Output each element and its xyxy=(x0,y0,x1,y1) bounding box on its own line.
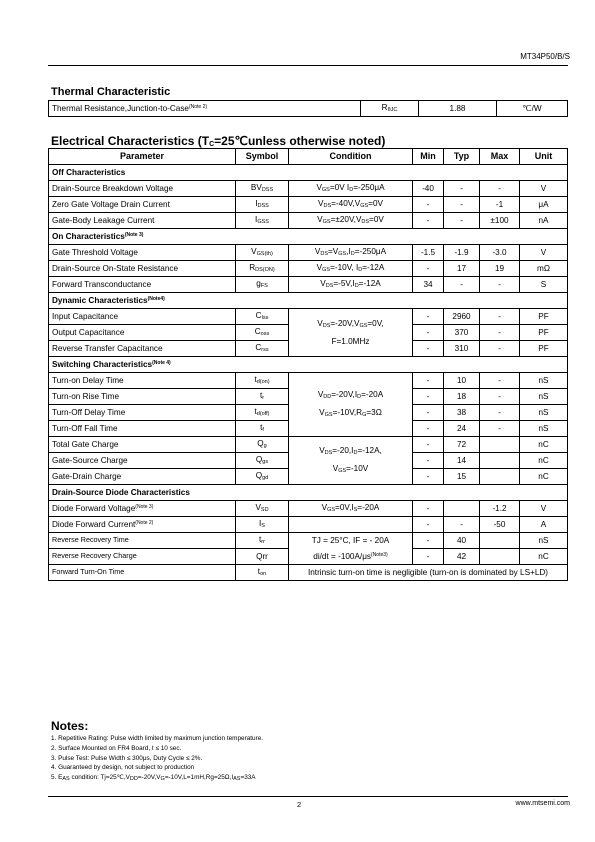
notes-list xyxy=(51,734,263,785)
thermal-param: Thermal Resistance,Junction-to-Case$^{(Note 2)}$ xyxy=(49,101,361,117)
table-row: Reverse Recovery Charge Qrr - 42 nC xyxy=(49,549,568,565)
gate-charge-condition: $V_{DS}=-20,I_D=-12A$, $V_{GS}=-10V$ xyxy=(289,437,413,485)
col-max: Max xyxy=(480,149,520,165)
table-row: Reverse Transfer Capacitance $C_{rss}$ - 310 - PF xyxy=(49,341,568,357)
col-symbol: Symbol xyxy=(236,149,289,165)
note-item: 4. Guaranteed by design, not subject to production xyxy=(51,764,195,772)
table-row: Output Capacitance $C_{oss}$ - 370 - PF xyxy=(49,325,568,341)
table-row: Forward Transconductance $g_{FS}$ $V_{DS}=-5V,I_D=-12A$ 34 - - S xyxy=(49,277,568,293)
electrical-title: Electrical Characteristics ($T_C=25℃unless$ otherwise noted) xyxy=(51,134,386,148)
thermal-table xyxy=(48,100,568,117)
footer-rule xyxy=(48,796,568,797)
thermal-title: Thermal Characteristic xyxy=(51,86,171,98)
recovery-condition: TJ = 25°C, IF = - 20A $di/dt = -100A/\mu s^{(Note3)}$ xyxy=(289,533,413,565)
table-row: Reverse Recovery Time $t_{rr}$ TJ = 25°C, IF = - 20A $di/dt = -100A/\mu s^{(Note3)}$ - 40 nS xyxy=(49,533,568,549)
turn-on-note: Intrinsic turn-on time is negligible (turn-on is dominated by LS+LD) xyxy=(289,565,568,581)
note-item: 3. Pulse Test: Pulse Width ≤ 300μs, Duty Cycle ≤ 2%. xyxy=(51,754,203,762)
section-on: On Characteristics$^{(Note 3)}$ xyxy=(49,229,568,245)
table-row: Drain-Source Breakdown Voltage $BV_{DSS}$ $V_{GS}=0V$ $I_D=-250\mu A$ -40 - - V xyxy=(49,181,568,197)
part-number: MT34P50/B/S xyxy=(520,52,570,61)
col-min: Min xyxy=(413,149,444,165)
table-row: Diode Forward Voltage$^{(Note 3)}$ $V_{SD}$ $V_{GS}=0V,I_S=-20A$ - -1.2 V xyxy=(49,501,568,517)
thermal-row xyxy=(49,101,568,117)
header-rule xyxy=(48,65,568,66)
table-row: Forward Turn-On Time $t_{on}$ Intrinsic turn-on time is negligible (turn-on is dominated by LS+LD) xyxy=(49,565,568,581)
table-row: Turn-Off Fall Time $t_f$ - 24 - nS xyxy=(49,421,568,437)
note-item: 1. Repetitive Rating: Pulse width limited by maximum junction temperature. xyxy=(51,735,264,742)
table-row: Total Gate Charge $Q_g$ $V_{DS}=-20,I_D=-12A$, $V_{GS}=-10V$ - 72 nC xyxy=(49,437,568,453)
table-row: Gate-Source Charge $Q_{gs}$ - 14 nC xyxy=(49,453,568,469)
dynamic-condition: $V_{DS}=-20V,V_{GS}=0V$, F=1.0MHz xyxy=(289,309,413,357)
col-typ: Typ xyxy=(444,149,480,165)
table-row: Turn-Off Delay Time $t_{d(off)}$ - 38 - nS xyxy=(49,405,568,421)
table-row: Turn-on Delay Time $t_{d(on)}$ $V_{DD}=-20V,I_D=-20A$ $V_{GS}=-10V,R_G=3\Omega$ - 10 - nS xyxy=(49,373,568,389)
table-row: Gate-Body Leakage Current $I_{GSS}$ $V_{GS}=\pm 20V,V_{DS}=0V$ - - ±100 nA xyxy=(49,213,568,229)
table-row: Gate-Drain Charge $Q_{gd}$ - 15 nC xyxy=(49,469,568,485)
thermal-value: 1.88 xyxy=(419,101,497,117)
header-row xyxy=(49,149,568,165)
col-unit: Unit xyxy=(520,149,568,165)
thermal-unit: ℃/W xyxy=(497,101,568,117)
thermal-symbol: $R_{\theta JC}$ xyxy=(361,101,419,117)
table-row: Drain-Source On-State Resistance $R_{DS(ON)}$ $V_{GS}=-10V$, $I_D=-12A$ - 17 19 mΩ xyxy=(49,261,568,277)
notes-title: Notes: xyxy=(51,719,89,733)
table-row: Gate Threshold Voltage $V_{GS(th)}$ $V_{DS}=V_{GS},I_D=-250\mu A$ -1.5 -1.9 -3.0 V xyxy=(49,245,568,261)
website-link[interactable]: www.mtsemi.com xyxy=(515,800,570,807)
col-parameter: Parameter xyxy=(49,149,236,165)
note-item: 2. Surface Mounted on FR4 Board, t ≤ 10 sec. xyxy=(51,744,182,752)
section-off: Off Characteristics xyxy=(49,165,568,181)
table-row: Turn-on Rise Time $t_r$ - 18 - nS xyxy=(49,389,568,405)
table-row: Input Capacitance $C_{lss}$ $V_{DS}=-20V,V_{GS}=0V$, F=1.0MHz - 2960 - PF xyxy=(49,309,568,325)
electrical-table xyxy=(48,148,568,581)
table-row: Zero Gate Voltage Drain Current $I_{DSS}$ $V_{DS}=-40V,V_{GS}=0V$ - - -1 μA xyxy=(49,197,568,213)
page-number: 2 xyxy=(297,800,302,809)
col-condition: Condition xyxy=(289,149,413,165)
section-dynamic: Dynamic Characteristics$^{(Note4)}$ xyxy=(49,293,568,309)
switching-condition: $V_{DD}=-20V,I_D=-20A$ $V_{GS}=-10V,R_G=3\Omega$ xyxy=(289,373,413,437)
note-item: 5. $E_{AS}$ condition: $Tj=25℃,V_{DD}=-20V,V_G=-10V,L=1mH,Rg=25\Omega,I_{AS}=33A$ xyxy=(51,774,256,783)
section-diode: Drain-Source Diode Characteristics xyxy=(49,485,568,501)
table-row: Diode Forward Current$^{(Note 2)}$ $I_S$ - - -50 A xyxy=(49,517,568,533)
section-switching: Switching Characteristics$^{(Note 4)}$ xyxy=(49,357,568,373)
